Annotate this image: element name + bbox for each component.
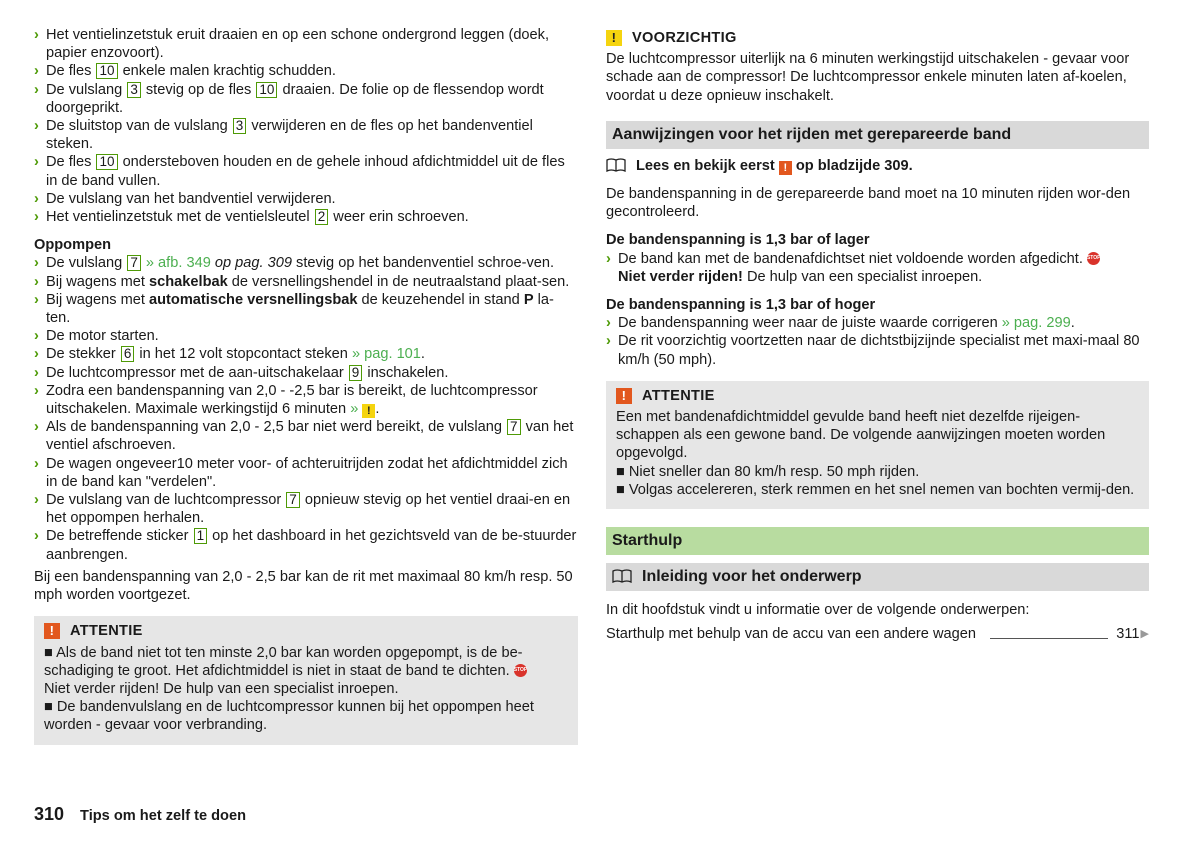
step-arrow-icon: › xyxy=(34,328,39,345)
step: › De stekker 6 in het 12 volt stopcontact steken » pag. 101. xyxy=(34,346,425,363)
section-heading: Oppompen xyxy=(34,237,112,254)
page-link[interactable]: » pag. 299 xyxy=(1001,315,1071,332)
step-arrow-icon: › xyxy=(34,63,39,80)
toc-entry[interactable] xyxy=(606,625,1149,643)
attentie-box xyxy=(606,381,1149,509)
step-arrow-icon: › xyxy=(34,492,39,509)
step: › Bij wagens met schakelbak de versnellingshendel in de neutraalstand plaat-sen. xyxy=(34,273,570,290)
step-arrow-icon: › xyxy=(34,291,39,308)
component-number: 7 xyxy=(127,255,141,271)
toc-page: 311 xyxy=(1116,626,1140,643)
component-number: 7 xyxy=(286,492,300,508)
step-arrow-icon: › xyxy=(34,528,39,545)
step: › De vulslang van het bandventiel verwijderen. xyxy=(34,190,336,207)
component-number: 2 xyxy=(315,209,329,225)
step: › De vulslang van de luchtcompressor 7 opnieuw stevig op het ventiel draai-en en het oppompen herhalen. xyxy=(34,492,571,527)
step: › De bandenspanning weer naar de juiste waarde corrigeren » pag. 299. xyxy=(606,315,1075,332)
section-title-inleiding: Inleiding voor het onderwerp xyxy=(606,563,1149,591)
step-arrow-icon: › xyxy=(34,455,39,472)
page-link[interactable]: » pag. 101 xyxy=(351,346,421,363)
step-arrow-icon: › xyxy=(34,154,39,171)
step-arrow-icon: › xyxy=(606,315,611,332)
step-arrow-icon: › xyxy=(34,364,39,381)
component-number: 7 xyxy=(507,419,521,435)
step: › Zodra een bandenspanning van 2,0 - -2,5 bar is bereikt, de luchtcompressor uitschakelen. Maximale werkingstijd 6 minuten » ! . xyxy=(34,382,538,418)
component-number: 9 xyxy=(349,365,363,381)
right-column xyxy=(606,29,1149,643)
voorzichtig-text: De luchtcompressor uiterlijk na 6 minuten werkingstijd uitschakelen - gevaar voor schade aan de compressor! De luchtcompressor enkele minuten laten af-koelen, voordat u deze opnieuw inschakelt. xyxy=(606,51,1130,104)
step-arrow-icon: › xyxy=(34,346,39,363)
step: › De luchtcompressor met de aan-uitschakelaar 9 inschakelen. xyxy=(34,364,449,381)
stop-icon: STOP xyxy=(514,664,527,677)
toc-leader-line xyxy=(990,638,1108,639)
toc-label: Starthulp met behulp van de accu van een andere wagen xyxy=(606,626,976,643)
step: › De wagen ongeveer10 meter voor- of achteruitrijden zodat het afdichtmiddel zich in de band kan "verdelen". xyxy=(34,455,568,490)
component-number: 1 xyxy=(194,528,208,544)
intro-paragraph: De bandenspanning in de gerepareerde band moet na 10 minuten rijden wor-den gecontroleerd. xyxy=(606,186,1131,221)
triangle-right-icon: ▶ xyxy=(1140,628,1149,641)
voorzichtig-box xyxy=(606,29,1149,105)
low-pressure-heading: De bandenspanning is 1,3 bar of lager xyxy=(606,232,870,249)
step: › Het ventielinzetstuk met de ventielsleutel 2 weer erin schroeven. xyxy=(34,209,469,226)
read-first-note: Lees en bekijk eerst ! op bladzijde 309. xyxy=(606,157,1149,175)
step: › De rit voorzichtig voortzetten naar de dichtstbijzijnde specialist met maxi-maal 80 km/h (50 mph). xyxy=(606,333,1140,368)
attentie-title: ! ATTENTIE xyxy=(616,387,1139,405)
attentie-bullet: ■ Niet sneller dan 80 km/h resp. 50 mph rijden. xyxy=(616,463,920,480)
step-arrow-icon: › xyxy=(34,190,39,207)
figure-link[interactable]: » afb. 349 xyxy=(145,255,211,272)
attentie-bullet: ■ Als de band niet tot ten minste 2,0 bar kan worden opgepompt, is de be-schadiging te groot. Het afdichtmiddel is niet in staat de band te dichten. STOP Niet verder rijden! De hulp van een specialist inroepen. xyxy=(44,644,528,697)
component-number: 3 xyxy=(233,118,247,134)
step-arrow-icon: › xyxy=(34,27,39,43)
step-arrow-icon: › xyxy=(34,419,39,436)
section-title-repaired-tyre: Aanwijzingen voor het rijden met gerepareerde band xyxy=(606,121,1149,149)
step-arrow-icon: › xyxy=(34,382,39,399)
step-arrow-icon: › xyxy=(34,81,39,98)
step: › De sluitstop van de vulslang 3 verwijderen en de fles op het bandenventiel steken. xyxy=(34,118,533,153)
warning-icon: ! xyxy=(44,623,60,639)
warning-icon: ! xyxy=(779,161,792,175)
attentie-title: ! ATTENTIE xyxy=(44,622,568,640)
high-pressure-heading: De bandenspanning is 1,3 bar of hoger xyxy=(606,297,876,314)
step-arrow-icon: › xyxy=(606,250,611,267)
caution-link[interactable]: » xyxy=(350,401,359,418)
warning-icon: ! xyxy=(616,388,632,404)
step: › Als de bandenspanning van 2,0 - 2,5 bar niet werd bereikt, de vulslang 7 van het ventiel afschroeven. xyxy=(34,419,574,454)
caution-icon: ! xyxy=(606,30,622,46)
caution-icon: ! xyxy=(362,404,375,418)
attentie-text: Een met bandenafdichtmiddel gevulde band heeft niet dezelfde rijeigen-schappen als een gewone band. De volgende aanwijzingen moeten worden opgevolgd. xyxy=(616,409,1106,462)
book-icon xyxy=(612,569,632,583)
voorzichtig-title: ! VOORZICHTIG xyxy=(606,29,1149,47)
step: › De betreffende sticker 1 op het dashboard in het gezichtsveld van de be-stuurder aanbrengen. xyxy=(34,528,577,563)
step: › De motor starten. xyxy=(34,328,159,345)
step: › De vulslang 3 stevig op de fles 10 draaien. De folie op de flessendop wordt doorgeprikt. xyxy=(34,81,544,116)
component-number: 6 xyxy=(121,346,135,362)
step: › De vulslang 7 » afb. 349 op pag. 309 stevig op het bandenventiel schroe-ven. xyxy=(34,255,555,272)
component-number: 10 xyxy=(256,82,277,98)
page-number: 310 xyxy=(34,804,65,824)
step-arrow-icon: › xyxy=(34,209,39,226)
component-number: 10 xyxy=(96,63,117,79)
step: › De fles 10 enkele malen krachtig schudden. xyxy=(34,63,336,80)
chapter-title: Tips om het zelf te doen xyxy=(80,808,247,824)
step-arrow-icon: › xyxy=(34,255,39,272)
page-footer xyxy=(34,805,246,825)
step: › De band kan met de bandenafdichtset niet voldoende worden afgedicht. STOP Niet verder rijden! De hulp van een specialist inroepen. xyxy=(606,250,1101,285)
step: › Het ventielinzetstuk eruit draaien en op een schone ondergrond leggen (doek, papier enzovoort). xyxy=(34,27,550,62)
left-column xyxy=(34,26,578,745)
component-number: 3 xyxy=(127,82,141,98)
inleiding-text: In dit hoofdstuk vindt u informatie over de volgende onderwerpen: xyxy=(606,602,1030,619)
step-arrow-icon: › xyxy=(606,333,611,350)
section-title-starthulp: Starthulp xyxy=(606,527,1149,555)
attentie-box xyxy=(34,616,578,744)
step-arrow-icon: › xyxy=(34,118,39,135)
attentie-bullet: ■ De bandenvulslang en de luchtcompressor kunnen bij het oppompen heet worden - gevaar voor verbranding. xyxy=(44,699,534,734)
stop-icon: STOP xyxy=(1087,252,1100,265)
step: › Bij wagens met automatische versnellingsbak de keuzehendel in stand P la-ten. xyxy=(34,291,554,327)
component-number: 10 xyxy=(96,154,117,170)
book-icon xyxy=(606,158,626,172)
step: › De fles 10 ondersteboven houden en de gehele inhoud afdichtmiddel uit de fles in de band vullen. xyxy=(34,154,565,189)
closing-paragraph: Bij een bandenspanning van 2,0 - 2,5 bar kan de rit met maximaal 80 km/h resp. 50 mph worden voortgezet. xyxy=(34,568,573,604)
attentie-bullet: ■ Volgas accelereren, sterk remmen en het snel nemen van bochten vermij-den. xyxy=(616,481,1135,498)
step-arrow-icon: › xyxy=(34,273,39,290)
